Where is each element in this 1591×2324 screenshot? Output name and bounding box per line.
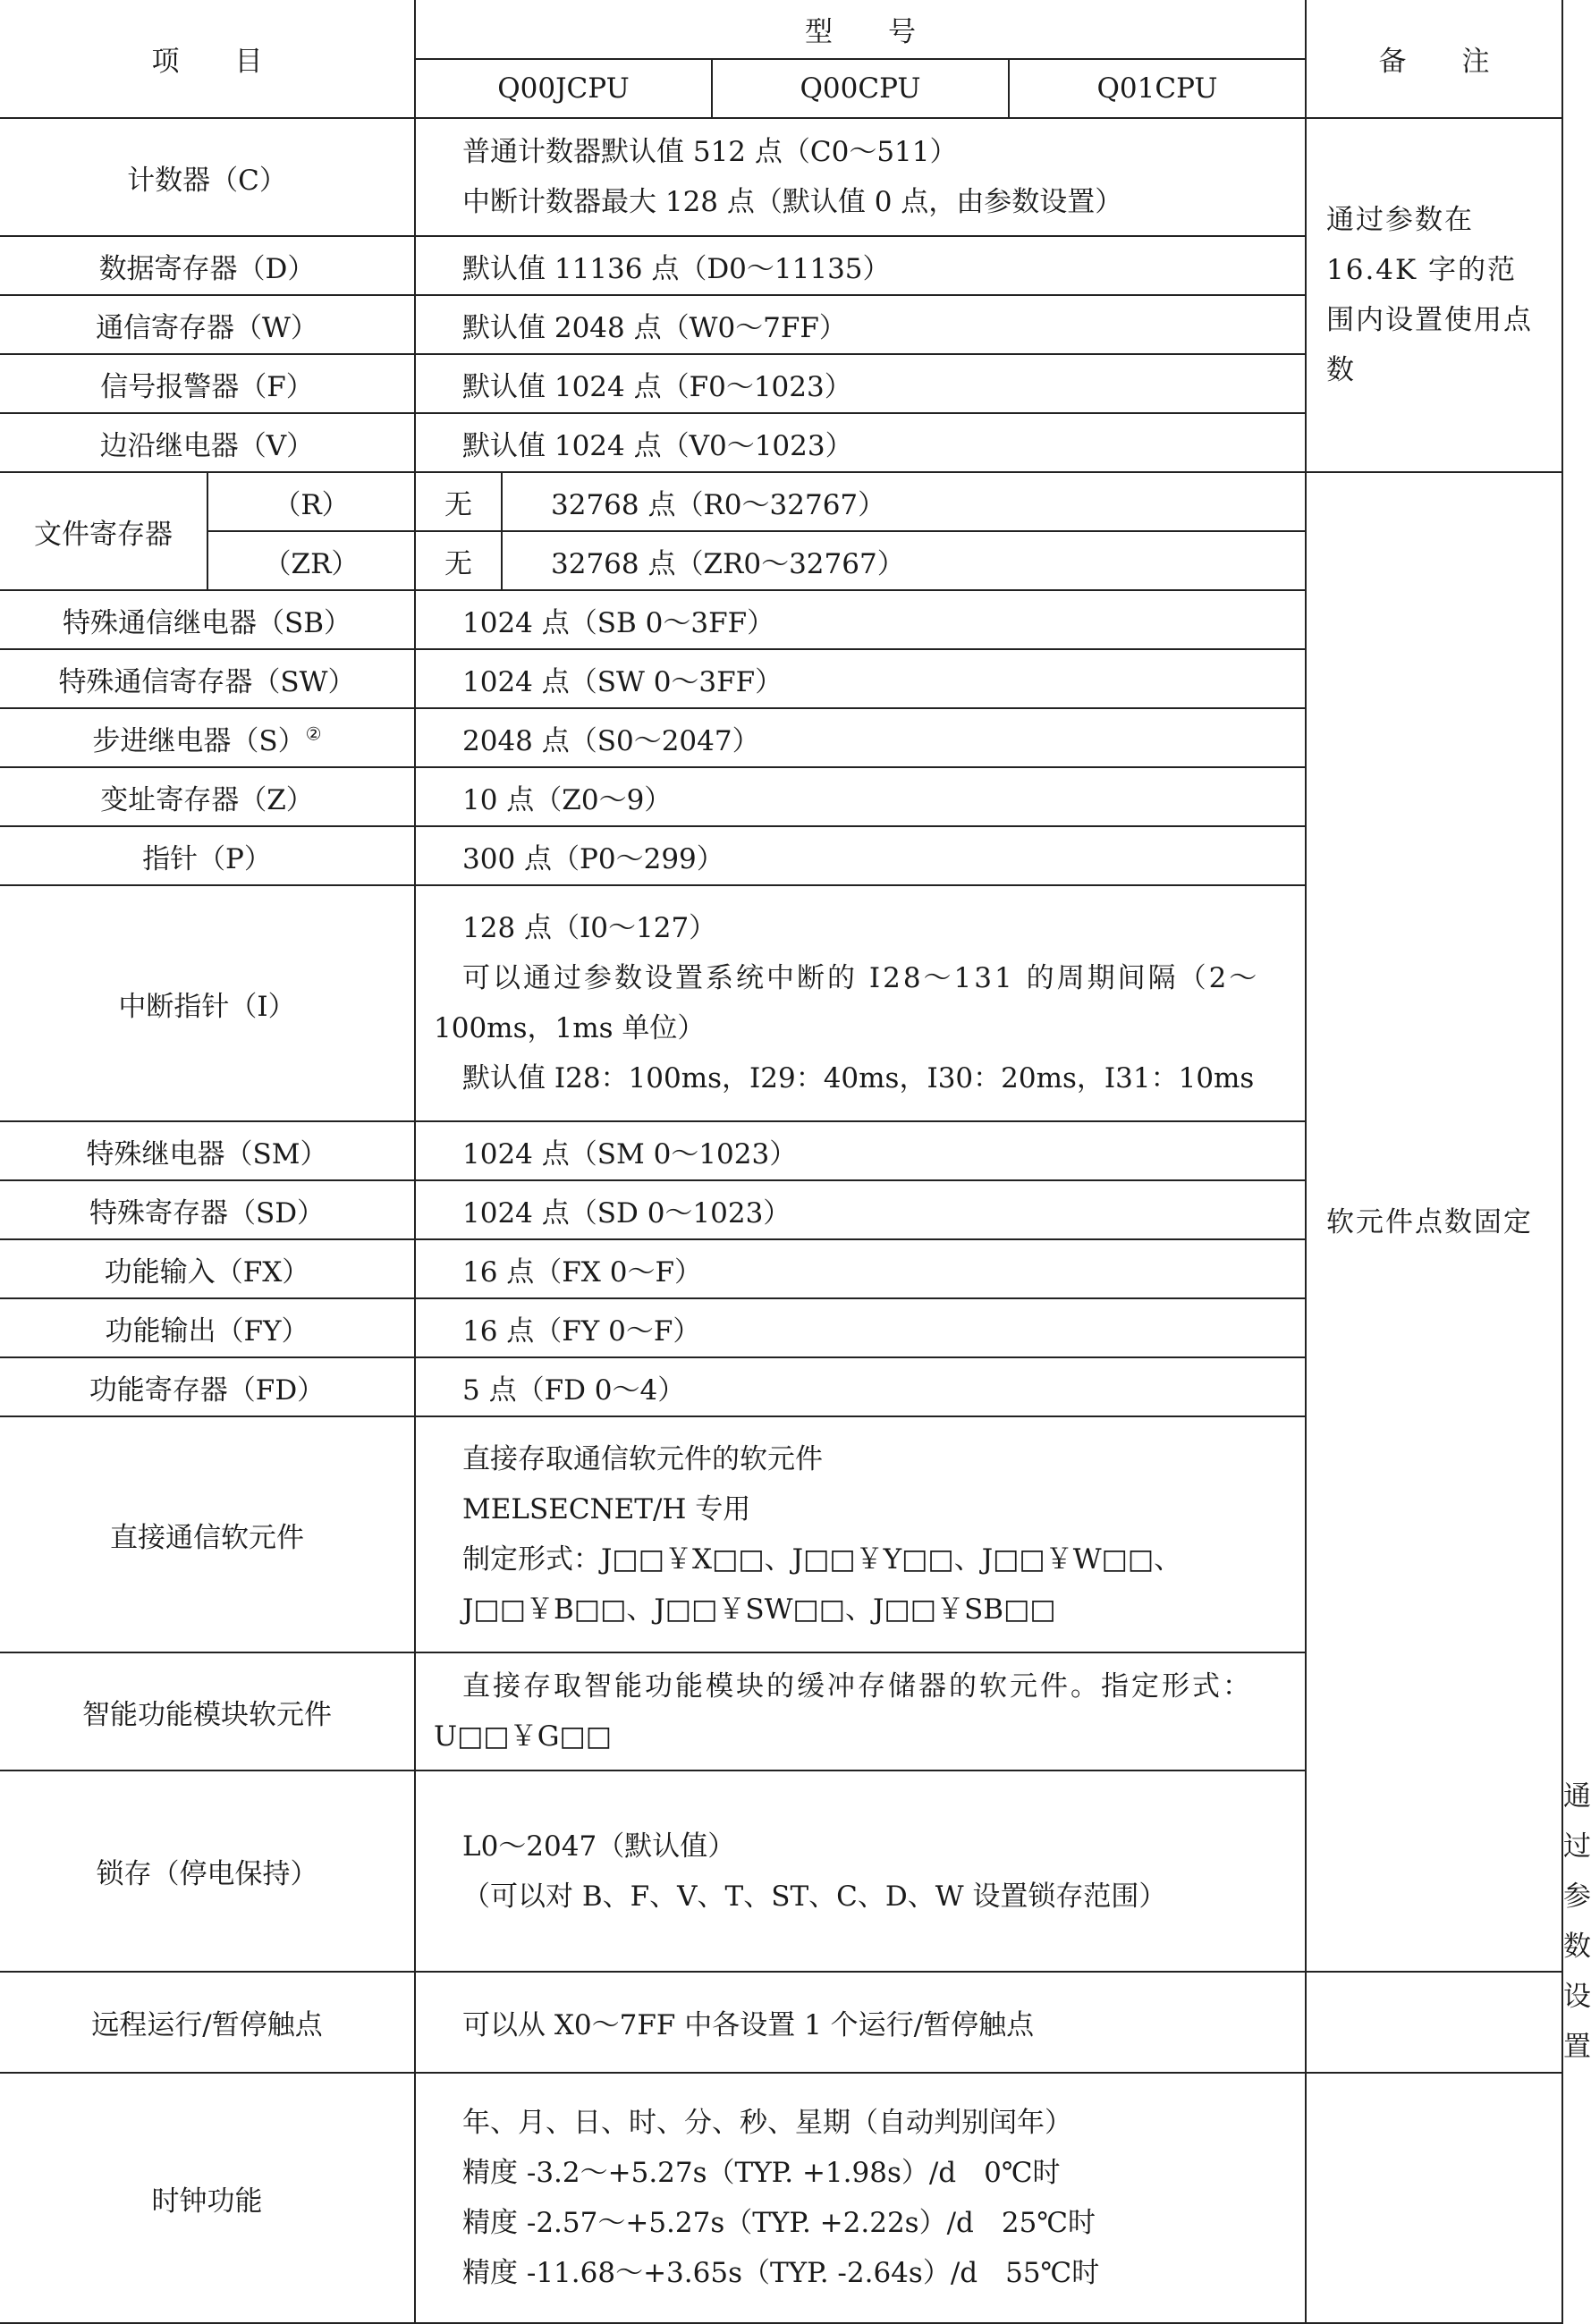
file-register-r-value: 32768 点（R0～32767） [502,472,1306,531]
row-label-step-relay: 步进继电器（S）② [0,708,415,767]
header-item: 项 目 [0,0,415,118]
row-label-fy: 功能输出（FY） [0,1298,415,1357]
row-value-latch: L0～2047（默认值） （可以对 B、F、V、T、ST、C、D、W 设置锁存范围） [415,1770,1306,1972]
row-value-clock: 年、月、日、时、分、秒、星期（自动判别闰年） 精度 -3.2～+5.27s（TYP. +1.98s）/d 0℃时 精度 -2.57～+5.27s（TYP. +2.22s）/d 25℃时 精度 -11.68～+3.65s（TYP. -2.64s）/d 55℃时 [415,2073,1306,2323]
table-row [0,2073,1562,2323]
row-value-link-register: 默认值 2048 点（W0～7FF） [415,295,1306,354]
table-row [0,1972,1562,2073]
file-register-zr-q00j: 无 [415,531,502,590]
row-label-sm: 特殊继电器（SM） [0,1121,415,1180]
table-row: 锁存（停电保持） L0～2047（默认值） （可以对 B、F、V、T、ST、C、D、W 设置锁存范围） 通过参数设置 [0,1770,1562,1972]
row-label-pointer: 指针（P） [0,826,415,885]
file-register-zr: （ZR） [207,531,415,590]
row-label-fd: 功能寄存器（FD） [0,1357,415,1416]
row-value-direct-device: 直接存取通信软元件的软元件 MELSECNET/H 专用 制定形式：J□□￥X□□、J□□￥Y□□、J□□￥W□□、 J□□￥B□□、J□□￥SW□□、J□□￥SB□□ [415,1416,1306,1652]
note-param-range: 通过参数在 16.4K 字的范围内设置使用点数 [1306,118,1562,472]
row-value-sm: 1024 点（SM 0～1023） [415,1121,1306,1180]
row-value-fy: 16 点（FY 0～F） [415,1298,1306,1357]
note-empty-clock [1306,2073,1562,2323]
row-value-intelligent-device: 直接存取智能功能模块的缓冲存储器的软元件。指定形式： U□□￥G□□ [415,1652,1306,1770]
model-q00cpu: Q00CPU [712,59,1009,118]
row-value-index-register: 10 点（Z0～9） [415,767,1306,826]
row-label-remote-run: 远程运行/暂停触点 [0,1972,415,2073]
row-value-remote-run: 可以从 X0～7FF 中各设置 1 个运行/暂停触点 [415,1972,1306,2073]
row-value-pointer: 300 点（P0～299） [415,826,1306,885]
row-label-direct-device: 直接通信软元件 [0,1416,415,1652]
row-label-fx: 功能输入（FX） [0,1239,415,1298]
row-label-counter: 计数器（C） [0,118,415,236]
row-value-fx: 16 点（FX 0～F） [415,1239,1306,1298]
footnote-mark: ② [305,723,322,745]
row-label-data-register: 数据寄存器（D） [0,236,415,295]
header-model: 型 号 [415,0,1306,59]
model-q01cpu: Q01CPU [1009,59,1306,118]
table-row [0,118,1562,236]
file-register-zr-value: 32768 点（ZR0～32767） [502,531,1306,590]
file-register-r: （R） [207,472,415,531]
row-label-interrupt-pointer: 中断指针（I） [0,885,415,1121]
file-register-r-q00j: 无 [415,472,502,531]
row-label-intelligent-device: 智能功能模块软元件 [0,1652,415,1770]
row-value-interrupt-pointer: 128 点（I0～127） 可以通过参数设置系统中断的 I28～131 的周期间隔（2～ 100ms，1ms 单位） 默认值 I28：100ms，I29：40ms，I30：20ms，I31：10ms [415,885,1306,1121]
row-label-sw: 特殊通信寄存器（SW） [0,649,415,708]
row-label-latch: 锁存（停电保持） [0,1770,415,1972]
row-label-link-register: 通信寄存器（W） [0,295,415,354]
row-label-annunciator: 信号报警器（F） [0,354,415,413]
row-label-file-register: 文件寄存器 [0,472,207,590]
row-value-sb: 1024 点（SB 0～3FF） [415,590,1306,649]
row-value-counter: 普通计数器默认值 512 点（C0～511） 中断计数器最大 128 点（默认值 0 点，由参数设置） [415,118,1306,236]
row-value-data-register: 默认值 11136 点（D0～11135） [415,236,1306,295]
row-value-edge-relay: 默认值 1024 点（V0～1023） [415,413,1306,472]
header-remark: 备 注 [1306,0,1562,118]
row-label-index-register: 变址寄存器（Z） [0,767,415,826]
row-value-sw: 1024 点（SW 0～3FF） [415,649,1306,708]
row-label-edge-relay: 边沿继电器（V） [0,413,415,472]
table-row [0,472,1562,531]
row-label-clock: 时钟功能 [0,2073,415,2323]
row-label-sb: 特殊通信继电器（SB） [0,590,415,649]
row-value-sd: 1024 点（SD 0～1023） [415,1180,1306,1239]
row-value-fd: 5 点（FD 0～4） [415,1357,1306,1416]
row-value-annunciator: 默认值 1024 点（F0～1023） [415,354,1306,413]
row-value-step-relay: 2048 点（S0～2047） [415,708,1306,767]
note-fixed: 软元件点数固定 [1306,472,1562,1972]
model-q00jcpu: Q00JCPU [415,59,712,118]
row-label-sd: 特殊寄存器（SD） [0,1180,415,1239]
